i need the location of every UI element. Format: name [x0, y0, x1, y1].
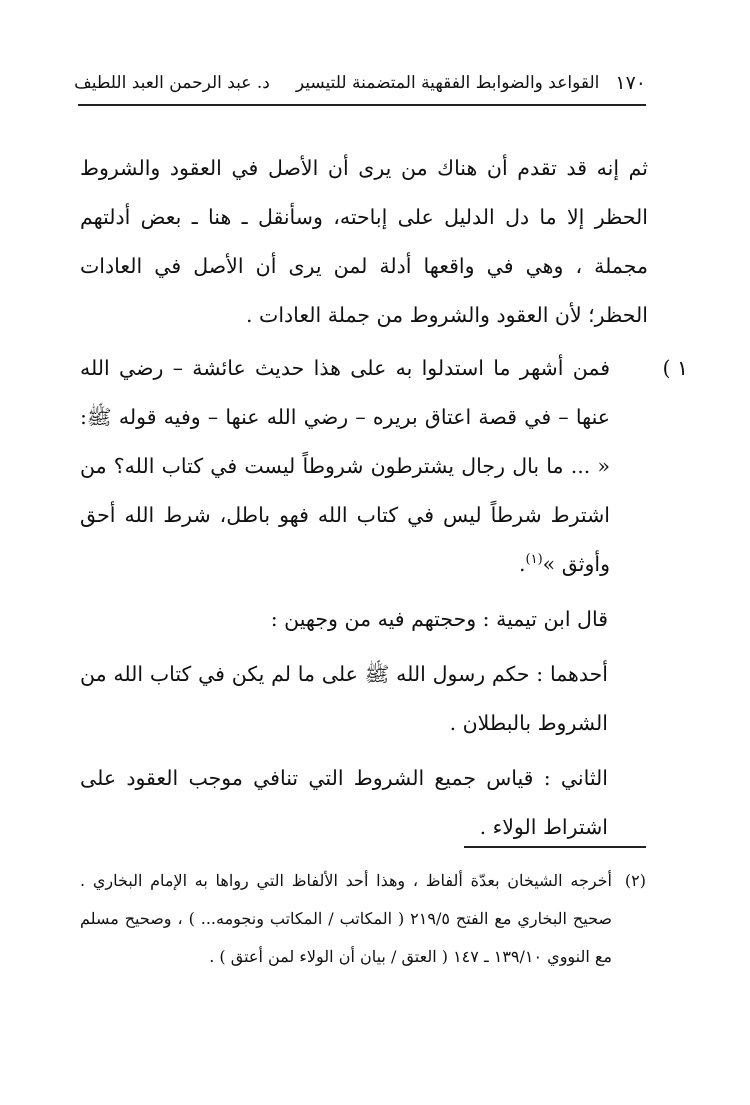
first-reason: أحدهما : حكم رسول الله ﷺ على ما لم يكن في كتاب الله من الشروط بالبطلان .	[80, 662, 608, 735]
main-text	[80, 144, 688, 852]
author-name: د. عبد الرحمن العبد اللطيف	[74, 73, 270, 93]
footnote-reference: (١)	[525, 552, 543, 568]
book-title: القواعد والضوابط الفقهية المتضمنة للتيسير	[295, 73, 600, 93]
list-item-1	[80, 344, 688, 589]
hadith-end-mark: .	[518, 552, 526, 576]
ibn-taymiyyah-quote: قال ابن تيمية : وحجتهم فيه من وجهين :	[270, 607, 608, 631]
second-reason: الثاني : قياس جميع الشروط التي تنافي موجب العقود على اشتراط الولاء .	[80, 766, 608, 839]
hadith-paragraph	[80, 344, 650, 589]
list-item-number: ١ )	[662, 356, 688, 380]
page-number: ١٧٠	[615, 72, 646, 94]
footnote-text: أخرجه الشيخان بعدّة ألفاظ ، وهذا أحد الألفاظ التي رواها به الإمام البخاري . صحيح البخاري مع الفتح ٢١٩/٥ ( المكاتب / المكاتب ونجومه... ) ، وصحيح مسلم مع النووي ١٣٩/١٠ ـ ١٤٧ ( العتق / بيان أن الولاء لمن أعتق ) .	[80, 871, 613, 966]
hadith-text: فمن أشهر ما استدلوا به على هذا حديث عائشة – رضي الله عنها – في قصة اعتاق بريره – رضي الله عنها – وفيه قوله ﷺ: « ... ما بال رجال يشترطون شروطاً ليست في كتاب الله؟ من اشترط شرطاً ليس في كتاب الله فهو باطل، شرط الله أحق وأوثق »	[80, 356, 610, 576]
footnote-divider	[464, 846, 646, 848]
footnote	[80, 862, 646, 976]
running-header	[74, 66, 646, 100]
footnote-number: (٢)	[624, 871, 646, 890]
header-divider	[78, 104, 646, 106]
intro-paragraph: ثم إنه قد تقدم أن هناك من يرى أن الأصل في العقود والشروط الحظر إلا ما دل الدليل على إباحته، وسأنقل ـ هنا ـ بعض أدلتهم مجملة ، وهي في واقعها أدلة لمن يرى أن الأصل في العادات الحظر؛ لأن العقود والشروط من جملة العادات .	[80, 156, 648, 327]
